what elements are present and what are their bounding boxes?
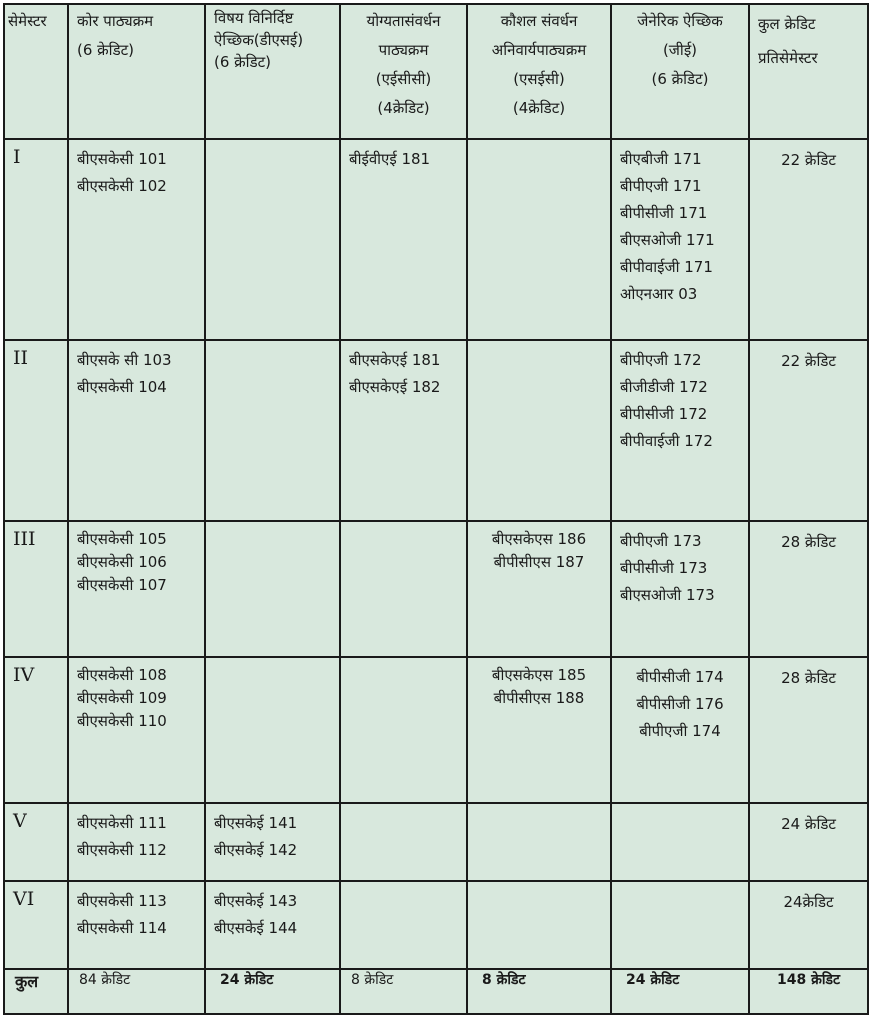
header-dse-line: ऐच्छिक(डीएसई) xyxy=(214,31,304,49)
header-dse xyxy=(205,4,340,139)
table-row xyxy=(4,657,868,803)
header-aec xyxy=(340,4,467,139)
header-core-line: कोर पाठ्यक्रम xyxy=(77,12,154,30)
course-code: बीएसकेएस 185 xyxy=(491,666,587,684)
header-row xyxy=(4,4,868,139)
sec-cell xyxy=(467,521,611,657)
header-aec-line: योग्यतासंवर्धन xyxy=(366,12,441,30)
header-sec-line: अनिवार्यपाठ्यक्रम xyxy=(491,41,587,59)
semester-cell: IV xyxy=(4,657,68,803)
course-code: बीपीसीएस 187 xyxy=(493,553,585,571)
header-aec-line: पाठ्यक्रम xyxy=(378,41,429,59)
ge-cell xyxy=(611,803,749,881)
course-code: बीईवीएई 181 xyxy=(349,150,431,168)
header-ge-line: (जीई) xyxy=(662,41,698,59)
semester-total-credit: 28 क्रेडिट xyxy=(749,657,868,803)
table-row xyxy=(4,521,868,657)
aec-cell xyxy=(340,657,467,803)
dse-total-credit: 24 क्रेडिट xyxy=(205,969,340,1014)
ge-cell xyxy=(611,340,749,521)
dse-cell xyxy=(205,657,340,803)
credit-structure-table xyxy=(3,3,869,1015)
course-code: बीएसकेसी 104 xyxy=(77,378,167,396)
core-cell xyxy=(68,139,205,340)
header-core xyxy=(68,4,205,139)
course-code: बीएबीजी 171 xyxy=(620,150,702,168)
aec-cell xyxy=(340,340,467,521)
core-cell xyxy=(68,803,205,881)
credit-structure-document xyxy=(3,3,869,1015)
course-code: बीएसकेसी 105 xyxy=(77,530,167,548)
header-sec-credit: (4क्रेडिट) xyxy=(512,99,566,117)
table-row xyxy=(4,803,868,881)
header-aec-line: (एईसीसी) xyxy=(375,70,432,88)
header-semester-label: सेमेस्टर xyxy=(8,12,47,30)
core-total-credit: 84 क्रेडिट xyxy=(68,969,205,1014)
course-code: बीएसकेसी 114 xyxy=(77,919,167,937)
dse-cell xyxy=(205,340,340,521)
course-code: बीएसकेई 143 xyxy=(214,892,298,910)
course-code: बीपीएजी 173 xyxy=(620,532,702,550)
totals-row xyxy=(4,969,868,1014)
course-code: बीएसकेई 142 xyxy=(214,841,298,859)
course-code: बीएसकेसी 101 xyxy=(77,150,167,168)
course-code: बीएसकेएस 186 xyxy=(491,530,587,548)
table-row xyxy=(4,139,868,340)
semester-cell: III xyxy=(4,521,68,657)
course-code: बीएसओजी 173 xyxy=(620,586,715,604)
course-code: बीएसकेएई 182 xyxy=(349,378,441,396)
course-code: बीएसकेसी 102 xyxy=(77,177,167,195)
sec-cell xyxy=(467,803,611,881)
header-sec-line: कौशल संवर्धन xyxy=(500,12,578,30)
table-row xyxy=(4,881,868,969)
header-semester xyxy=(4,4,68,139)
core-cell xyxy=(68,657,205,803)
course-code: बीपीसीजी 171 xyxy=(620,204,708,222)
aec-cell xyxy=(340,521,467,657)
dse-cell xyxy=(205,521,340,657)
core-cell xyxy=(68,340,205,521)
course-code: बीएसकेसी 112 xyxy=(77,841,167,859)
course-code: बीएसकेई 144 xyxy=(214,919,298,937)
sec-cell xyxy=(467,340,611,521)
semester-total-credit: 28 क्रेडिट xyxy=(749,521,868,657)
header-total-line: कुल क्रेडिट xyxy=(758,15,816,33)
ge-cell xyxy=(611,139,749,340)
semester-total-credit: 22 क्रेडिट xyxy=(749,340,868,521)
dse-cell xyxy=(205,139,340,340)
table-row xyxy=(4,340,868,521)
course-code: बीपीएजी 174 xyxy=(639,722,721,740)
header-ge xyxy=(611,4,749,139)
header-sec-line: (एसईसी) xyxy=(513,70,565,88)
semester-cell: II xyxy=(4,340,68,521)
semester-cell: VI xyxy=(4,881,68,969)
course-code: बीएसकेसी 111 xyxy=(77,814,167,832)
course-code: बीपीएजी 172 xyxy=(620,351,702,369)
course-code: बीपीएजी 171 xyxy=(620,177,702,195)
header-dse-credit: (6 क्रेडिट) xyxy=(214,53,272,71)
course-code: बीपीसीजी 172 xyxy=(620,405,708,423)
course-code: बीपीसीएस 188 xyxy=(493,689,585,707)
course-code: बीपीवाईजी 172 xyxy=(620,432,713,450)
course-code: बीएसकेसी 108 xyxy=(77,666,167,684)
aec-cell xyxy=(340,139,467,340)
ge-cell xyxy=(611,657,749,803)
semester-cell: I xyxy=(4,139,68,340)
core-cell xyxy=(68,521,205,657)
course-code: बीएसके सी 103 xyxy=(77,351,172,369)
header-dse-line: विषय विनिर्दिष्ट xyxy=(214,9,294,27)
header-sec xyxy=(467,4,611,139)
course-code: बीएसकेसी 110 xyxy=(77,712,167,730)
header-total xyxy=(749,4,868,139)
ge-cell xyxy=(611,881,749,969)
header-core-credit: (6 क्रेडिट) xyxy=(77,41,135,59)
course-code: बीएसकेएई 181 xyxy=(349,351,441,369)
course-code: बीपीवाईजी 171 xyxy=(620,258,713,276)
course-code: बीएसकेसी 107 xyxy=(77,576,167,594)
aec-cell xyxy=(340,881,467,969)
header-aec-credit: (4क्रेडिट) xyxy=(377,99,430,117)
semester-cell: V xyxy=(4,803,68,881)
course-code: बीपीसीजी 174 xyxy=(636,668,724,686)
aec-total-credit: 8 क्रेडिट xyxy=(340,969,467,1014)
sec-cell xyxy=(467,657,611,803)
sec-cell xyxy=(467,881,611,969)
dse-cell xyxy=(205,881,340,969)
dse-cell xyxy=(205,803,340,881)
sec-total-credit: 8 क्रेडिट xyxy=(467,969,611,1014)
semester-total-credit: 24क्रेडिट xyxy=(749,881,868,969)
ge-total-credit: 24 क्रेडिट xyxy=(611,969,749,1014)
grand-total-credit: 148 क्रेडिट xyxy=(749,969,868,1014)
semester-total-credit: 22 क्रेडिट xyxy=(749,139,868,340)
course-code: बीएसकेसी 113 xyxy=(77,892,167,910)
header-ge-line: जेनेरिक ऐच्छिक xyxy=(637,12,723,30)
course-code: बीएसकेसी 106 xyxy=(77,553,167,571)
course-code: बीएसओजी 171 xyxy=(620,231,715,249)
course-code: बीएसकेई 141 xyxy=(214,814,298,832)
ge-cell xyxy=(611,521,749,657)
course-code: बीजीडीजी 172 xyxy=(620,378,708,396)
totals-label: कुल xyxy=(4,969,68,1014)
course-code: ओएनआर 03 xyxy=(620,285,698,303)
core-cell xyxy=(68,881,205,969)
course-code: बीपीसीजी 173 xyxy=(620,559,708,577)
header-total-line: प्रतिसेमेस्टर xyxy=(758,49,818,67)
course-code: बीएसकेसी 109 xyxy=(77,689,167,707)
header-ge-credit: (6 क्रेडिट) xyxy=(651,70,709,88)
sec-cell xyxy=(467,139,611,340)
aec-cell xyxy=(340,803,467,881)
semester-total-credit: 24 क्रेडिट xyxy=(749,803,868,881)
course-code: बीपीसीजी 176 xyxy=(636,695,724,713)
